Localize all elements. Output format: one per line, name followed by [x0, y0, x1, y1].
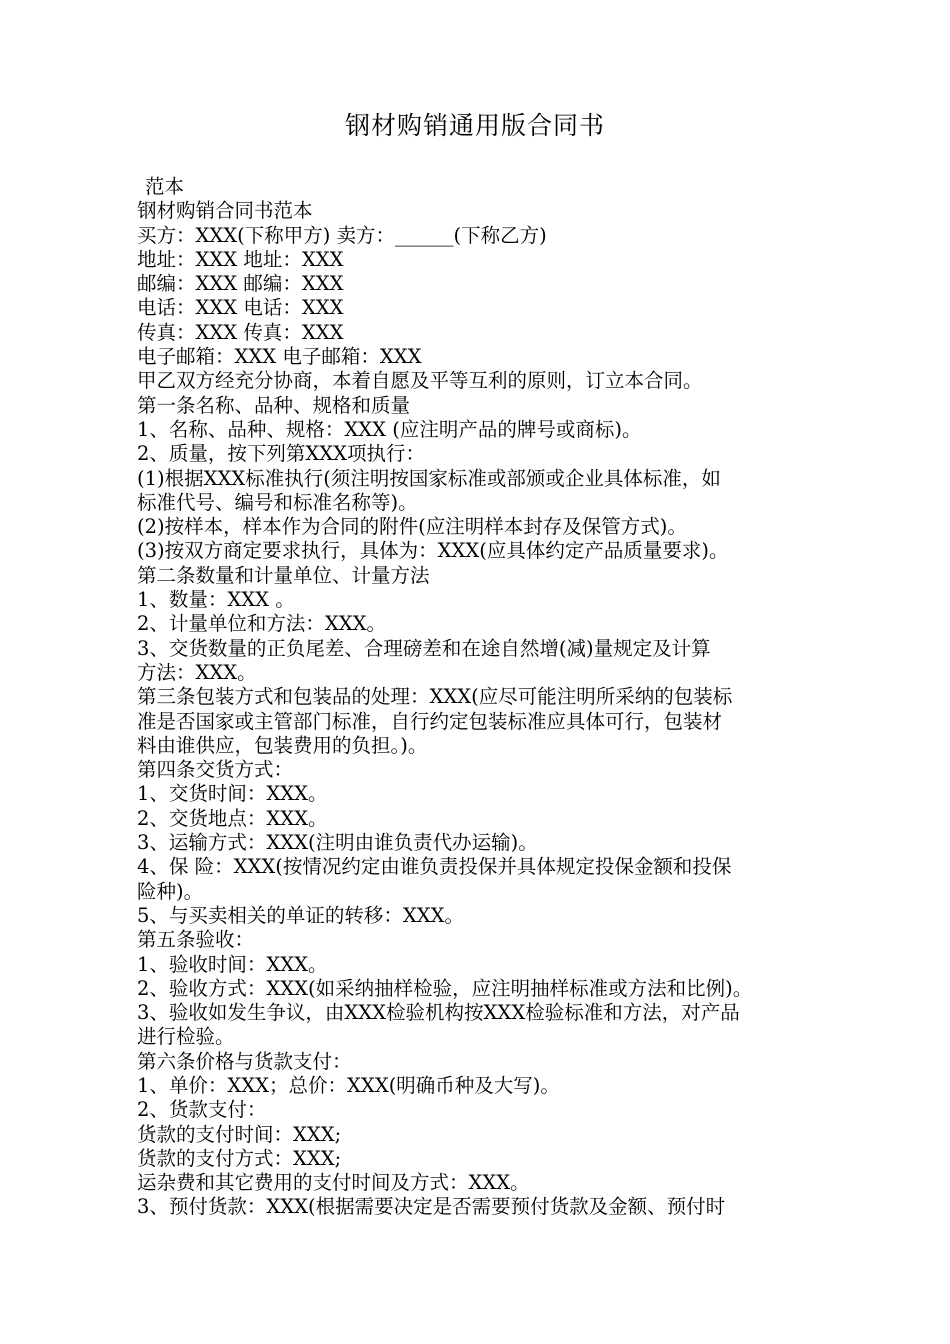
text-line: 1、数量：XXX 。 — [137, 588, 295, 612]
text-line: 货款的支付方式：XXX; — [137, 1146, 342, 1170]
text-line: 甲乙双方经充分协商，本着自愿及平等互利的原则，订立本合同。 — [137, 369, 703, 393]
text-line: 料由谁供应，包装费用的负担。)。 — [137, 733, 428, 757]
text-line: 5、与买卖相关的单证的转移：XXX。 — [137, 903, 465, 927]
text-line: (1)根据XXX标准执行(须注明按国家标准或部颁或企业具体标准，如 — [137, 466, 721, 490]
text-line: 邮编：XXX 邮编：XXX — [137, 272, 344, 296]
text-line: 范本 — [145, 175, 185, 198]
text-line: 1、单价：XXX；总价：XXX(明确币种及大写)。 — [137, 1073, 560, 1097]
text-line: 3、预付货款：XXX(根据需要决定是否需要预付货款及金额、预付时 — [137, 1195, 726, 1219]
text-line: 传真：XXX 传真：XXX — [137, 320, 344, 344]
text-line: 买方：XXX(下称甲方) 卖方：______(下称乙方) — [137, 223, 547, 247]
text-line: (2)按样本，样本作为合同的附件(应注明样本封存及保管方式)。 — [137, 515, 687, 539]
text-line: 货款的支付时间：XXX; — [137, 1122, 342, 1146]
text-line: 电话：XXX 电话：XXX — [137, 296, 344, 320]
text-line: (3)按双方商定要求执行，具体为：XXX(应具体约定产品质量要求)。 — [137, 539, 729, 563]
text-line: 3、交货数量的正负尾差、合理磅差和在途自然增(减)量规定及计算 — [137, 636, 711, 660]
text-line: 第五条验收： — [137, 928, 255, 952]
text-line: 2、验收方式：XXX(如采纳抽样检验，应注明抽样标准或方法和比例)。 — [137, 976, 753, 1000]
text-line: 4、保 险：XXX(按情况约定由谁负责投保并具体规定投保金额和投保 — [137, 855, 732, 879]
document-title: 钢材购销通用版合同书 — [344, 111, 605, 140]
text-line: 2、货款支付： — [137, 1098, 267, 1122]
text-line: 1、验收时间：XXX。 — [137, 952, 328, 976]
text-line: 1、交货时间：XXX。 — [137, 782, 328, 806]
text-line: 进行检验。 — [137, 1025, 235, 1049]
text-line: 险种)。 — [137, 879, 204, 903]
document-body — [137, 175, 827, 1220]
text-line: 3、验收如发生争议，由XXX检验机构按XXX检验标准和方法，对产品 — [137, 1001, 740, 1025]
text-line: 运杂费和其它费用的支付时间及方式：XXX。 — [137, 1171, 530, 1195]
text-line: 第六条价格与货款支付： — [137, 1049, 352, 1073]
text-line: 第三条包装方式和包装品的处理：XXX(应尽可能注明所采纳的包装标 — [137, 685, 733, 709]
text-line: 第二条数量和计量单位、计量方法 — [137, 563, 430, 587]
text-line: 第一条名称、品种、规格和质量 — [137, 393, 411, 417]
text-line: 准是否国家或主管部门标准，自行约定包装标准应具体可行，包装材 — [137, 709, 723, 733]
text-line: 2、质量，按下列第XXX项执行： — [137, 442, 426, 466]
text-line: 方法：XXX。 — [137, 660, 257, 684]
text-line: 第四条交货方式： — [137, 758, 294, 782]
text-line: 钢材购销合同书范本 — [137, 199, 313, 223]
text-line: 1、名称、品种、规格：XXX (应注明产品的牌号或商标)。 — [137, 417, 642, 441]
text-line: 电子邮箱：XXX 电子邮箱：XXX — [137, 345, 422, 369]
text-line: 3、运输方式：XXX(注明由谁负责代办运输)。 — [137, 831, 538, 855]
text-line: 地址：XXX 地址：XXX — [137, 247, 344, 271]
text-line: 标准代号、编号和标准名称等)。 — [137, 490, 418, 514]
text-line: 2、交货地点：XXX。 — [137, 806, 328, 830]
text-line: 2、计量单位和方法：XXX。 — [137, 612, 387, 636]
